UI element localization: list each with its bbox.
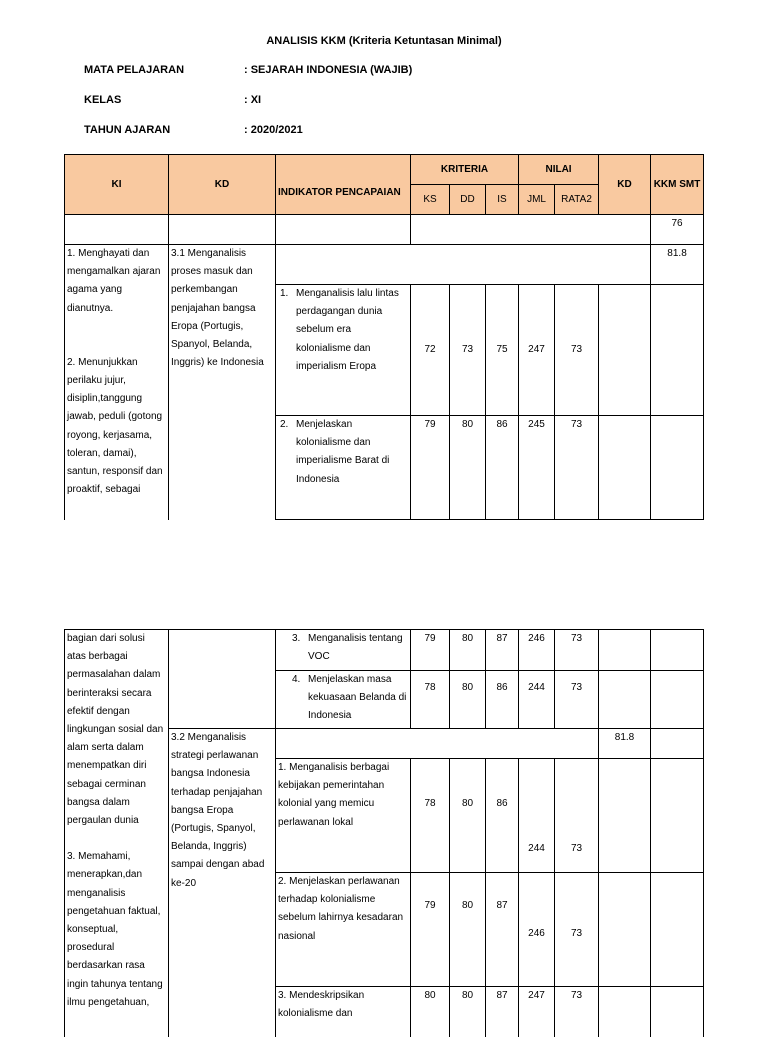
rata2-value: 73 <box>555 987 599 1037</box>
meta-label-year: TAHUN AJARAN <box>84 124 171 136</box>
is-value: 87 <box>486 987 519 1037</box>
empty-cell <box>651 285 704 416</box>
is-value: 86 <box>486 416 519 520</box>
empty-cell <box>651 987 704 1037</box>
jml-value: 244 <box>519 759 555 873</box>
header-kd-value: KD <box>599 155 651 215</box>
ki-cell-1 <box>65 245 169 520</box>
header-kriteria: KRITERIA <box>411 155 519 185</box>
header-nilai: NILAI <box>519 155 599 185</box>
empty-cell <box>276 215 411 245</box>
empty-cell <box>599 873 651 987</box>
ki-text-2: 2. Menunjukkan perilaku jujur, disiplin,tanggung jawab, peduli (gotong royong, kerjasama, toleran, damai), santun, responsif dan proaktif, sebagai <box>67 356 163 496</box>
jml-value: 245 <box>519 416 555 520</box>
empty-cell <box>276 729 599 759</box>
header-dd: DD <box>450 185 486 215</box>
indicator-cell: 1. Menganalisis berbagai kebijakan pemerintahan kolonial yang memicu perlawanan lokal <box>276 759 411 873</box>
header-ks: KS <box>411 185 450 215</box>
meta-value-class: : XI <box>244 94 262 106</box>
indicator-text: Menjelaskan kolonialisme dan imperialisme Barat di Indonesia <box>296 419 390 485</box>
empty-cell <box>169 215 276 245</box>
empty-cell <box>65 215 169 245</box>
empty-cell <box>599 759 651 873</box>
indicator-cell <box>276 630 411 671</box>
empty-cell <box>276 245 651 285</box>
ks-value: 80 <box>411 987 450 1037</box>
empty-cell <box>599 987 651 1037</box>
rata2-value: 73 <box>555 416 599 520</box>
indicator-number: 2. <box>280 419 289 430</box>
dd-value: 80 <box>450 671 486 729</box>
dd-value: 80 <box>450 873 486 987</box>
indicator-cell <box>276 671 411 729</box>
ki-text-4: 3. Memahami, menerapkan,dan menganalisis pengetahuan faktual, konseptual, prosedural berdasarkan rasa ingin tahunya tentang ilmu pengetahuan, <box>67 851 163 1008</box>
ki-text-1: 1. Menghayati dan mengamalkan ajaran agama yang dianutnya. <box>67 248 161 314</box>
dd-value: 80 <box>450 416 486 520</box>
kkm-table-part-1 <box>64 154 704 520</box>
is-value: 87 <box>486 873 519 987</box>
jml-value: 244 <box>519 671 555 729</box>
indicator-number: 1. <box>280 288 289 299</box>
header-rata2: RATA2 <box>555 185 599 215</box>
indicator-text: Menganalisis lalu lintas perdagangan dunia sebelum era kolonialisme dan imperialism Eropa <box>296 288 399 372</box>
dd-value: 80 <box>450 987 486 1037</box>
kkm-smt-value: 76 <box>651 215 704 245</box>
empty-cell <box>651 729 704 759</box>
is-value: 87 <box>486 630 519 671</box>
indicator-cell <box>276 416 411 520</box>
dd-value: 73 <box>450 285 486 416</box>
jml-value: 247 <box>519 987 555 1037</box>
jml-value: 246 <box>519 630 555 671</box>
rata2-value: 73 <box>555 671 599 729</box>
indicator-text: Menjelaskan masa kekuasaan Belanda di Indonesia <box>308 674 407 722</box>
empty-cell <box>411 215 651 245</box>
rata2-value: 73 <box>555 630 599 671</box>
header-kd: KD <box>169 155 276 215</box>
ks-value: 78 <box>411 759 450 873</box>
indicator-cell: 2. Menjelaskan perlawanan terhadap kolonialisme sebelum lahirnya kesadaran nasional <box>276 873 411 987</box>
empty-cell <box>599 416 651 520</box>
rata2-value: 73 <box>555 873 599 987</box>
ks-value: 72 <box>411 285 450 416</box>
empty-cell <box>169 630 276 729</box>
ks-value: 79 <box>411 873 450 987</box>
kd-cell-3-2: 3.2 Menganalisis strategi perlawanan bangsa Indonesia terhadap penjajahan bangsa Eropa (Portugis, Spanyol, Belanda, Inggris) sampai dengan abad ke-20 <box>169 729 276 1037</box>
meta-label-class: KELAS <box>84 94 122 106</box>
is-value: 75 <box>486 285 519 416</box>
empty-cell <box>599 630 651 671</box>
kd-3-1-value: 81.8 <box>651 245 704 285</box>
header-kkm-smt: KKM SMT <box>651 155 704 215</box>
ks-value: 79 <box>411 630 450 671</box>
jml-value: 247 <box>519 285 555 416</box>
indicator-number: 4. <box>292 674 301 685</box>
dd-value: 80 <box>450 759 486 873</box>
empty-cell <box>599 285 651 416</box>
header-jml: JML <box>519 185 555 215</box>
meta-value-subject: : SEJARAH INDONESIA (WAJIB) <box>244 64 413 76</box>
empty-cell <box>651 759 704 873</box>
dd-value: 80 <box>450 630 486 671</box>
empty-cell <box>651 630 704 671</box>
indicator-cell: 3. Mendeskripsikan kolonialisme dan <box>276 987 411 1037</box>
header-is: IS <box>486 185 519 215</box>
kkm-table-part-2 <box>64 629 704 1037</box>
ki-cell-2 <box>65 630 169 1037</box>
ks-value: 78 <box>411 671 450 729</box>
jml-value: 246 <box>519 873 555 987</box>
document-title: ANALISIS KKM (Kriteria Ketuntasan Minimal) <box>266 35 502 47</box>
indicator-number: 3. <box>292 633 301 644</box>
is-value: 86 <box>486 759 519 873</box>
ki-text-3: bagian dari solusi atas berbagai permasalahan dalam berinteraksi secara efektif dengan lingkungan sosial dan alam serta dalam menempatkan diri sebagai cerminan bangsa dalam pergaulan dunia <box>67 633 164 827</box>
header-indikator: INDIKATOR PENCAPAIAN <box>276 155 411 215</box>
kd-cell-3-1: 3.1 Menganalisis proses masuk dan perkembangan penjajahan bangsa Eropa (Portugis, Spanyol, Belanda, Inggris) ke Indonesia <box>169 245 276 520</box>
ks-value: 79 <box>411 416 450 520</box>
meta-label-subject: MATA PELAJARAN <box>84 64 185 76</box>
kd-3-2-value: 81.8 <box>599 729 651 759</box>
empty-cell <box>599 671 651 729</box>
indicator-text: Menganalisis tentang VOC <box>308 633 403 663</box>
indicator-cell <box>276 285 411 416</box>
rata2-value: 73 <box>555 759 599 873</box>
meta-value-year: : 2020/2021 <box>244 124 303 136</box>
rata2-value: 73 <box>555 285 599 416</box>
is-value: 86 <box>486 671 519 729</box>
empty-cell <box>651 873 704 987</box>
empty-cell <box>651 671 704 729</box>
empty-cell <box>651 416 704 520</box>
header-ki: KI <box>65 155 169 215</box>
